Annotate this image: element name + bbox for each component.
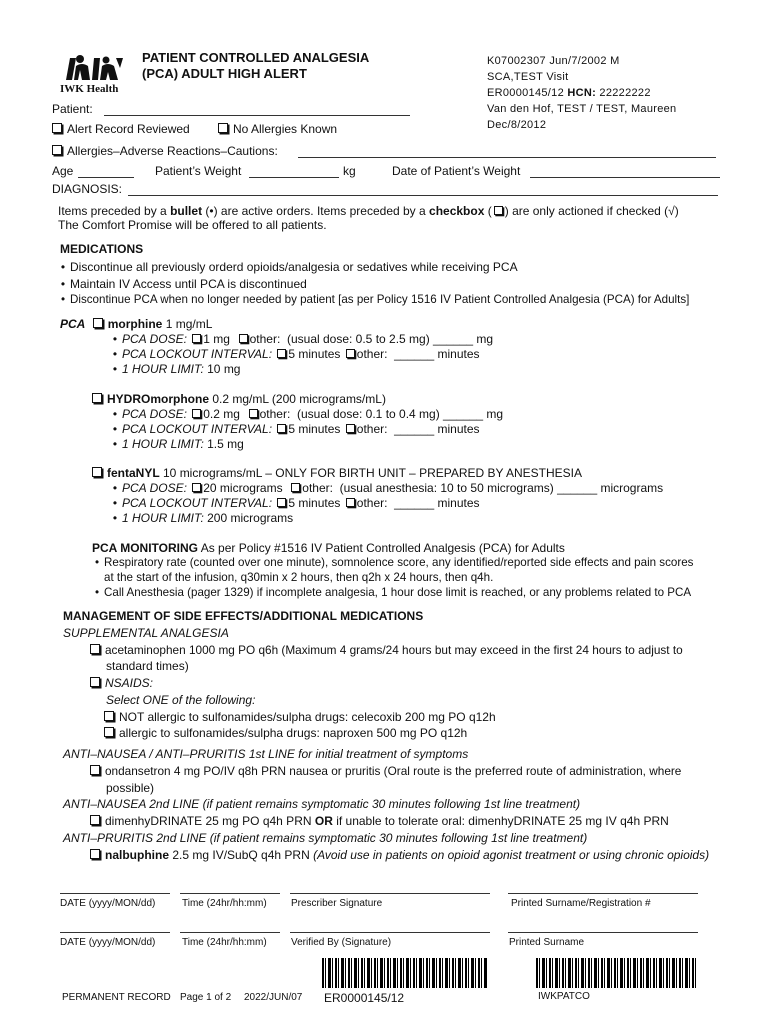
hydromorphone-row[interactable] [92,392,386,406]
celecoxib-checkbox[interactable] [104,711,114,721]
printed-reg-line[interactable] [508,893,698,894]
nalbuphine-checkbox[interactable] [90,849,100,859]
logo-text: IWK Health [60,83,119,95]
hydromorphone-checkbox[interactable] [92,393,102,403]
morphine-lockout-row: • PCA LOCKOUT INTERVAL: 5 minutes other: ______ minutes [112,347,480,361]
acetaminophen-cont: standard times) [106,659,189,673]
select-one-label: Select ONE of the following: [106,693,256,707]
diagnosis-input[interactable] [128,195,718,196]
acetaminophen-checkbox[interactable] [90,644,100,654]
kg-label: kg [343,164,356,178]
monitoring-item-1-cont: at the start of the infusion, q30min x 2 hours, then q2h x 24 hours, then q4h. [104,571,494,584]
ondansetron-cont: possible) [106,781,155,795]
allergies-checkbox-row[interactable] [52,144,278,158]
monitoring-heading: PCA MONITORING [92,541,199,555]
allergies-input[interactable] [298,157,716,158]
time1-line[interactable] [180,893,280,894]
morphine-limit-row: • 1 HOUR LIMIT: 10 mg [112,362,241,376]
weight-input[interactable] [249,177,339,178]
hydromorphone-dose-row: • PCA DOSE: 0.2 mg other: (usual dose: 0.1 to 0.4 mg) ______ mg [112,407,504,421]
hydromorphone-lockout-row: • PCA LOCKOUT INTERVAL: 5 minutes other: ______ minutes [112,422,480,436]
date1-line[interactable] [60,893,170,894]
pca-label: PCA [60,317,86,331]
printed-label: Printed Surname [509,937,585,948]
morphine-lockout-checkbox[interactable] [277,349,286,358]
monitoring-item-1: • Respiratory rate (counted over one minute), somnolence score, any identified/reported side effects and pain scores [94,556,694,569]
fentanyl-lockout-other-checkbox[interactable] [346,498,355,507]
fentanyl-checkbox[interactable] [92,467,102,477]
form-title-line1: PATIENT CONTROLLED ANALGESIA [142,50,370,65]
date1-label: DATE (yyyy/MON/dd) [60,898,156,909]
fentanyl-dose-other-checkbox[interactable] [291,483,300,492]
nsaids-checkbox[interactable] [90,677,100,687]
weight-date-input[interactable] [530,177,720,178]
pca-morphine-row[interactable] [60,317,212,331]
patient-label-line5: Dec/8/2012 [487,119,547,131]
prescriber-label: Prescriber Signature [291,898,383,909]
nausea1-heading: ANTI–NAUSEA / ANTI–PRURITIS 1st LINE for initial treatment of symptoms [63,747,469,761]
prescriber-line[interactable] [290,893,490,894]
fentanyl-conc: 10 micrograms/mL – ONLY FOR BIRTH UNIT – PREPARED BY ANESTHESIA [159,466,583,480]
intro-bullet-word: bullet [170,204,203,218]
morphine-dose-other-checkbox[interactable] [239,334,248,343]
intro-text-a: Items preceded by a [58,204,171,218]
hydromorphone-dose-other-checkbox[interactable] [249,409,258,418]
patient-label-encounter: ER0000145/12 [487,87,568,99]
allergies-checkbox[interactable] [52,145,62,155]
med-item-3: • Discontinue PCA when no longer needed by patient [as per Policy 1516 IV Patient Controlled Analgesia (PCA) for Adults] [60,293,690,306]
no-allergies-checkbox[interactable] [218,123,228,133]
celecoxib-row[interactable]: NOT allergic to sulfonamides/sulpha drugs: celecoxib 200 mg PO q12h [104,710,496,724]
patient-label-line4: Van den Hof, TEST / TEST, Maureen [487,103,677,115]
verified-label: Verified By (Signature) [291,937,392,948]
weight-date-label: Date of Patient’s Weight [392,164,521,178]
monitoring-policy: As per Policy #1516 IV Patient Controlled Analgesis (PCA) for Adults [198,541,565,555]
form-date: 2022/JUN/07 [244,992,303,1003]
intro-text-b: (•) are active orders. Items preceded by a [202,204,430,218]
fentanyl-row[interactable] [92,466,582,480]
hydromorphone-lockout-other-checkbox[interactable] [346,424,355,433]
med-item-1: • Discontinue all previously orderd opioids/analgesia or sedatives while receiving PCA [60,260,518,274]
patient-label-line2: SCA,TEST Visit [487,71,569,83]
alert-record-checkbox-row[interactable] [52,122,190,136]
fentanyl-dose-checkbox[interactable] [192,483,201,492]
fentanyl-lockout-row: • PCA LOCKOUT INTERVAL: 5 minutes other: ______ minutes [112,496,480,510]
nausea2-heading: ANTI–NAUSEA 2nd LINE (if patient remains symptomatic 30 minutes following 1st line treatment) [63,797,581,811]
side-effects-heading: MANAGEMENT OF SIDE EFFECTS/ADDITIONAL MEDICATIONS [63,609,424,623]
time1-label: Time (24hr/hh:mm) [182,898,267,909]
pruritis2-heading: ANTI–PRURITIS 2nd LINE (if patient remains symptomatic 30 minutes following 1st line treatment) [63,831,588,845]
acetaminophen-row[interactable]: acetaminophen 1000 mg PO q6h (Maximum 4 grams/24 hours but may exceed in the first 24 hours to adjust to [90,643,683,657]
time2-line[interactable] [180,932,280,933]
form-barcode-text: IWKPATCO [538,991,590,1002]
fentanyl-limit-row: • 1 HOUR LIMIT: 200 micrograms [112,511,294,525]
page-number: Page 1 of 2 [180,992,232,1003]
ondansetron-checkbox[interactable] [90,765,100,775]
permanent-record-label: PERMANENT RECORD [62,992,171,1003]
intro-checkbox-word: checkbox [429,204,485,218]
monitoring-item-2: • Call Anesthesia (pager 1329) if incomplete analgesia, 1 hour dose limit is reached, or any problems related to PCA [94,586,692,599]
morphine-name: morphine [107,317,163,331]
medications-heading: MEDICATIONS [60,242,144,256]
monitoring-heading-row [92,541,565,555]
hydromorphone-limit-row: • 1 HOUR LIMIT: 1.5 mg [112,437,244,451]
morphine-dose-row: • PCA DOSE: 1 mg other: (usual dose: 0.5 to 2.5 mg) ______ mg [112,332,494,346]
no-allergies-checkbox-row[interactable] [218,122,337,136]
encounter-barcode-text: ER0000145/12 [324,991,405,1005]
printed-line[interactable] [508,932,698,933]
verified-line[interactable] [290,932,490,933]
time2-label: Time (24hr/hh:mm) [182,937,267,948]
iwk-logo-icon [60,52,126,82]
hydromorphone-dose-checkbox[interactable] [192,409,201,418]
hydromorphone-conc: 0.2 mg/mL (200 micrograms/mL) [209,392,386,406]
morphine-checkbox[interactable] [93,318,103,328]
nsaids-row[interactable]: NSAIDS: [90,676,153,690]
iwk-logo [60,52,126,95]
morphine-lockout-other-checkbox[interactable] [346,349,355,358]
naproxen-checkbox[interactable] [104,727,114,737]
date2-label: DATE (yyyy/MON/dd) [60,937,156,948]
hcn-value: 22222222 [596,87,651,99]
intro-line2: The Comfort Promise will be offered to all patients. [58,218,327,232]
hcn-label: HCN: [567,87,597,99]
diagnosis-label: DIAGNOSIS: [52,182,123,196]
age-label: Age [52,164,74,178]
naproxen-row[interactable]: allergic to sulfonamides/sulpha drugs: naproxen 500 mg PO q12h [104,726,467,740]
dimenhydrinate-checkbox[interactable] [90,815,100,825]
form-title-line2: (PCA) ADULT HIGH ALERT [142,66,307,81]
intro-line1: Items preceded by a bullet (•) are active orders. Items preceded by a checkbox ( ) are only actioned if checked (√) [58,204,679,218]
fentanyl-dose-row: • PCA DOSE: 20 micrograms other: (usual anesthesia: 10 to 50 micrograms) ______ micrograms [112,481,664,495]
alert-record-checkbox[interactable] [52,123,62,133]
patient-field-label: Patient: [52,102,93,116]
form-barcode [536,958,696,988]
intro-text-c: are only actioned if checked (√) [508,204,679,218]
morphine-conc: 1 mg/mL [162,317,213,331]
intro-checkbox-icon [494,206,503,215]
encounter-barcode [322,958,488,988]
ondansetron-row[interactable]: ondansetron 4 mg PO/IV q8h PRN nausea or pruritis (Oral route is the preferred route of administration, where [90,764,681,778]
hydromorphone-name: HYDROmorphone [107,392,209,406]
patient-label-line3 [487,87,651,99]
patient-name-input[interactable] [104,115,410,116]
allergies-label: Allergies–Adverse Reactions–Cautions: [67,144,278,158]
patient-label-line1: K07002307 Jun/7/2002 M [487,55,620,67]
med-item-2: • Maintain IV Access until PCA is discontinued [60,277,307,291]
fentanyl-lockout-checkbox[interactable] [277,498,286,507]
age-input[interactable] [78,177,134,178]
alert-record-label: Alert Record Reviewed [67,122,190,136]
morphine-dose-checkbox[interactable] [192,334,201,343]
nalbuphine-row[interactable]: nalbuphine 2.5 mg IV/SubQ q4h PRN (Avoid use in patients on opioid agonist treatment or using chronic opioids) [90,848,709,862]
fentanyl-name: fentaNYL [107,466,160,480]
printed-reg-label: Printed Surname/Registration # [511,898,651,909]
dimenhydrinate-row[interactable]: dimenhyDRINATE 25 mg PO q4h PRN OR if unable to tolerate oral: dimenhyDRINATE 25 mg IV q4h PRN [90,814,669,828]
hydromorphone-lockout-checkbox[interactable] [277,424,286,433]
no-allergies-label: No Allergies Known [233,122,338,136]
weight-label: Patient’s Weight [155,164,242,178]
date2-line[interactable] [60,932,170,933]
supplemental-heading: SUPPLEMENTAL ANALGESIA [63,626,229,640]
